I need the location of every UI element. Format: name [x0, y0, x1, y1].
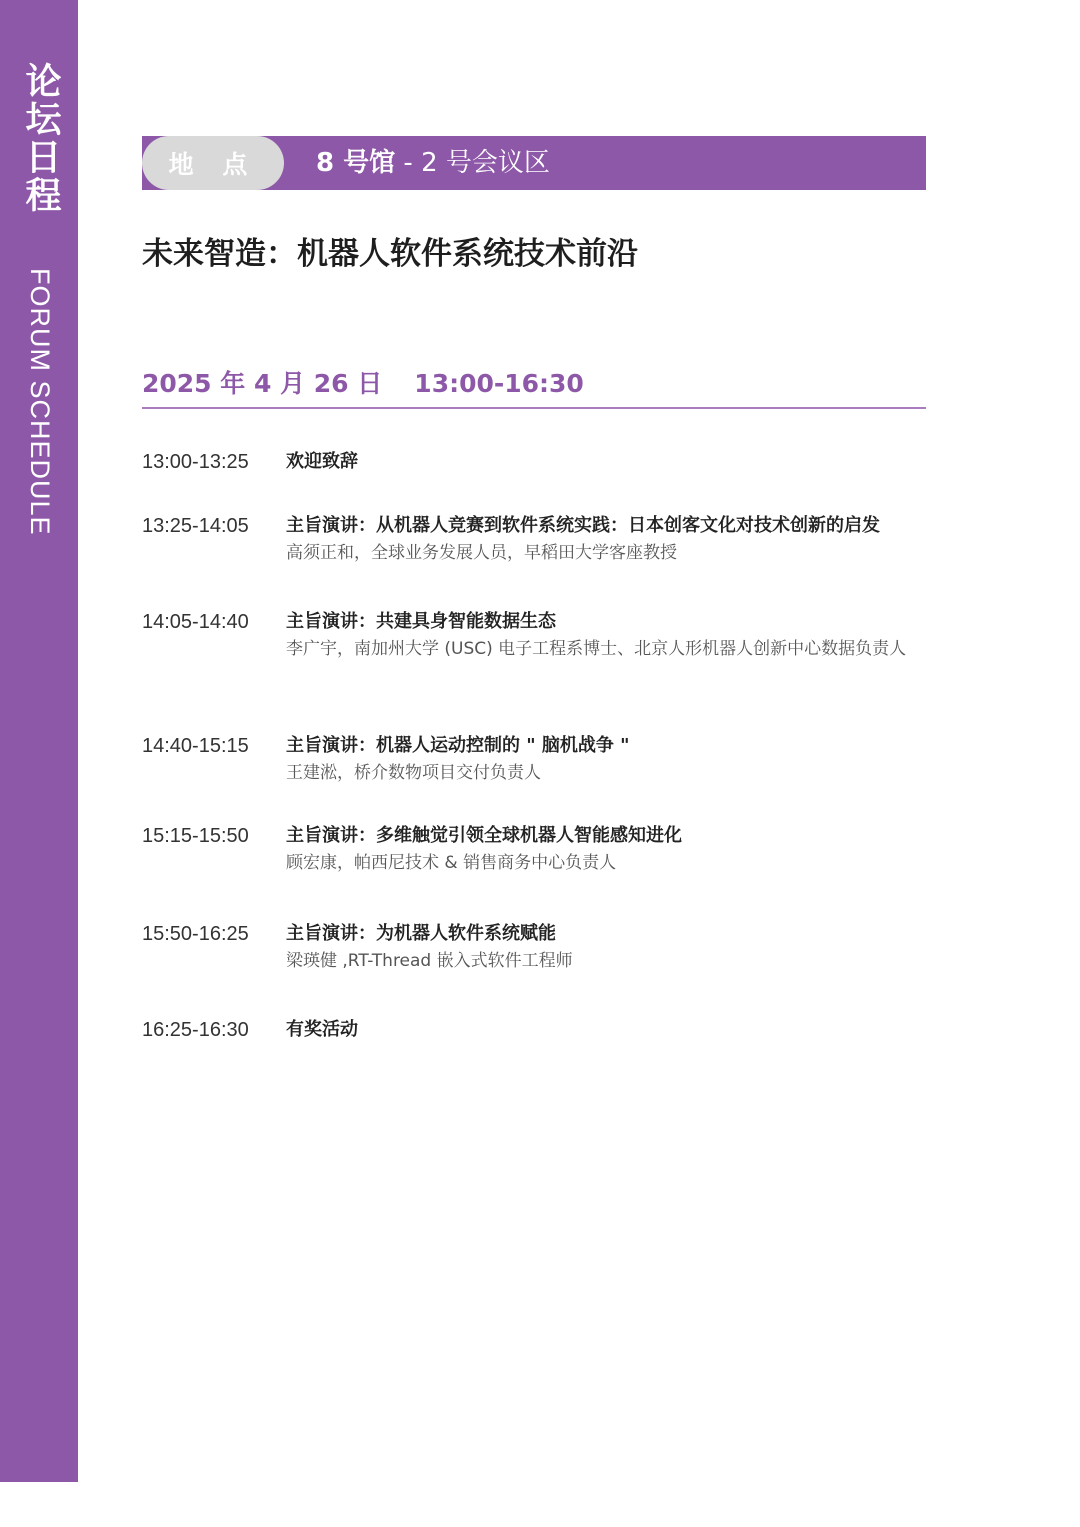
- session-title: 欢迎致辞: [286, 451, 358, 472]
- session-time: 15:15-15:50: [142, 825, 249, 847]
- session-title: 主旨演讲：共建具身智能数据生态: [286, 611, 556, 632]
- session-title: 主旨演讲：多维触觉引领全球机器人智能感知进化: [286, 825, 682, 846]
- session-content: [286, 1016, 926, 1044]
- session-speaker: 梁瑛健 ,RT-Thread 嵌入式软件工程师: [286, 951, 573, 971]
- session-title: 有奖活动: [286, 1019, 358, 1040]
- venue-label-pill: 地 点: [142, 136, 284, 190]
- session-time: 14:05-14:40: [142, 611, 249, 633]
- session-title: 主旨演讲：为机器人软件系统赋能: [286, 923, 556, 944]
- venue-text: [316, 136, 550, 190]
- date-divider: [142, 407, 926, 409]
- venue-room: 2 号会议区: [421, 148, 550, 178]
- session-time: 15:50-16:25: [142, 923, 249, 945]
- session-content: [286, 920, 926, 975]
- session-time: 16:25-16:30: [142, 1019, 249, 1041]
- session-content: [286, 512, 926, 567]
- session-content: [286, 732, 926, 787]
- session-content: [286, 448, 926, 476]
- session-title: 主旨演讲：机器人运动控制的 " 脑机战争 ": [286, 735, 630, 756]
- session-speaker: 高须正和，全球业务发展人员，早稻田大学客座教授: [286, 543, 677, 563]
- sidebar-title-cn: 论坛日程: [20, 62, 61, 214]
- date-day: 2025 年 4 月 26 日: [142, 369, 383, 398]
- session-content: [286, 822, 926, 877]
- venue-hall: 8 号馆: [316, 148, 396, 178]
- session-time: 13:25-14:05: [142, 515, 249, 537]
- session-speaker: 顾宏康，帕西尼技术 & 销售商务中心负责人: [286, 853, 617, 873]
- session-title: 主旨演讲：从机器人竞赛到软件系统实践：日本创客文化对技术创新的启发: [286, 515, 880, 536]
- session-speaker: 王建淞，桥介数物项目交付负责人: [286, 763, 541, 783]
- session-content: [286, 608, 926, 663]
- session-speaker: 李广宇，南加州大学 (USC) 电子工程系博士、北京人形机器人创新中心数据负责人: [286, 639, 907, 659]
- session-time: 13:00-13:25: [142, 451, 249, 473]
- session-time: 14:40-15:15: [142, 735, 249, 757]
- sidebar-band: [0, 0, 78, 1482]
- sidebar-title-en: FORUM SCHEDULE: [25, 268, 55, 536]
- date-line: [142, 366, 584, 402]
- forum-title: 未来智造：机器人软件系统技术前沿: [142, 236, 638, 272]
- date-time: 13:00-16:30: [414, 369, 584, 398]
- venue-separator: -: [395, 148, 422, 178]
